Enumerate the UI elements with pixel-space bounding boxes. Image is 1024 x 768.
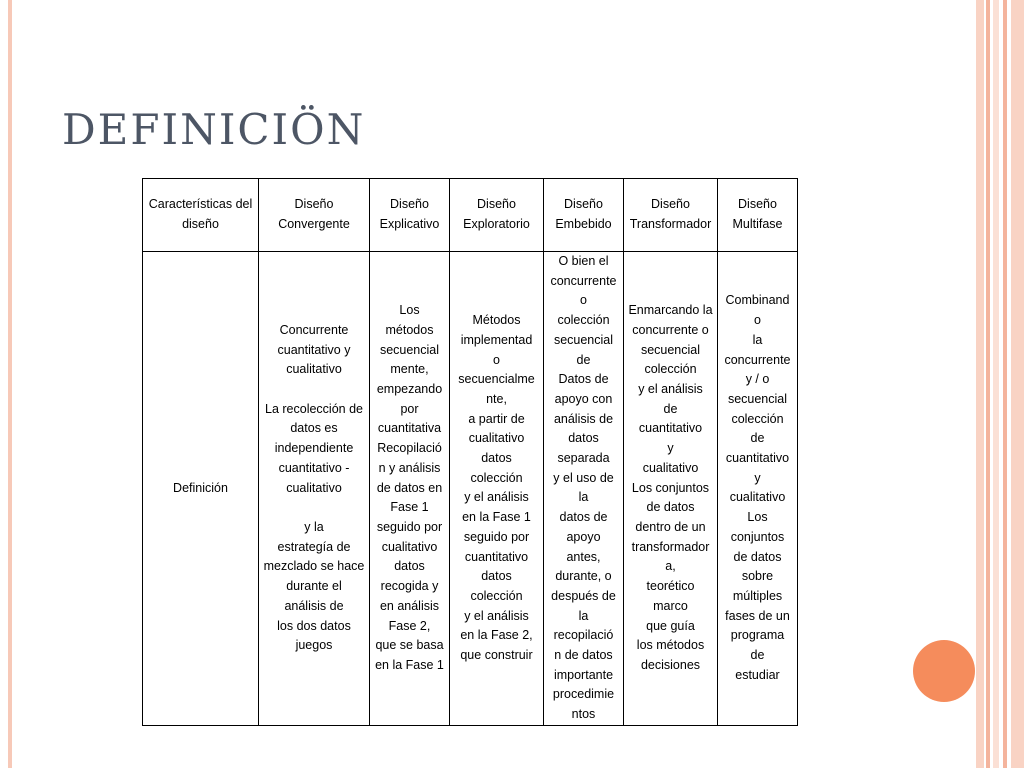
cell-transformador: Enmarcando la concurrente o secuencial colección y el análisis de cuantitativo y cualitativo Los conjuntos de datos dentro de un transformador a, teorético marco que guía los métodos decisiones xyxy=(624,252,718,726)
design-comparison-table xyxy=(142,178,798,726)
cell-explicativo: Los métodos secuencial mente, empezando por cuantitativa Recopilació n y análisis de datos en Fase 1 seguido por cualitativo datos recogida y en análisis Fase 2, que se basa en la Fase 1 xyxy=(370,252,450,726)
cell-exploratorio: Métodos implementad o secuencialme nte, a partir de cualitativo datos colección y el análisis en la Fase 1 seguido por cuantitativo datos colección y el análisis en la Fase 2, que construir xyxy=(450,252,544,726)
right-stripe-5 xyxy=(1011,0,1024,768)
right-stripe-3 xyxy=(993,0,999,768)
right-stripe-2 xyxy=(986,0,990,768)
header-exploratorio: Diseño Exploratorio xyxy=(450,179,544,252)
header-transformador: Diseño Transformador xyxy=(624,179,718,252)
header-explicativo: Diseño Explicativo xyxy=(370,179,450,252)
header-convergente: Diseño Convergente xyxy=(259,179,370,252)
table-header-row xyxy=(143,179,798,252)
cell-multifase: Combinand o la concurrente y / o secuencial colección de cuantitativo y cualitativo Los conjuntos de datos sobre múltiples fases de un programa de estudiar xyxy=(718,252,798,726)
header-multifase: Diseño Multifase xyxy=(718,179,798,252)
left-accent-line xyxy=(8,0,12,768)
table-row-definicion xyxy=(143,252,798,726)
slide-title: DEFINICIÖN xyxy=(62,105,366,154)
header-caracteristicas: Características del diseño xyxy=(143,179,259,252)
cell-embebido: O bien el concurrente o colección secuencial de Datos de apoyo con análisis de datos separada y el uso de la datos de apoyo antes, durante, o después de la recopilació n de datos importante procedimie ntos xyxy=(544,252,624,726)
right-stripe-4 xyxy=(1003,0,1007,768)
cell-convergente: Concurrente cuantitativo y cualitativo La recolección de datos es independiente cuantitativo - cualitativo y la estrategía de mezclado se hace durante el análisis de los dos datos juegos xyxy=(259,252,370,726)
header-embebido: Diseño Embebido xyxy=(544,179,624,252)
row-label-definicion: Definición xyxy=(143,252,259,726)
decorative-circle xyxy=(913,640,975,702)
right-stripe-1 xyxy=(976,0,984,768)
